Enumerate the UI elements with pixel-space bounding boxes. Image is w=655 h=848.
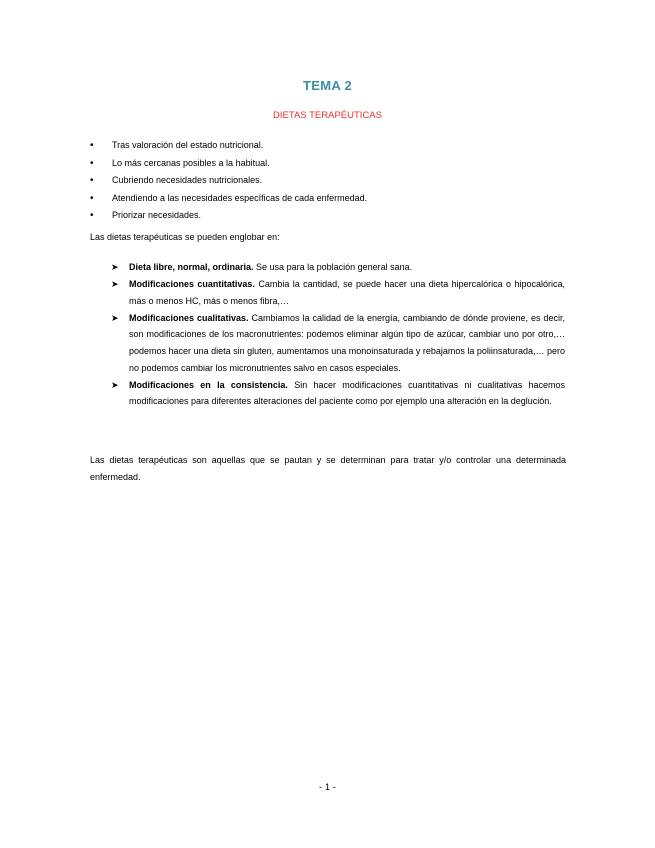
list-item-text: Atendiendo a las necesidades específicas de cada enfermedad. [112, 192, 368, 203]
list-item [111, 276, 565, 309]
list-item [90, 137, 570, 155]
list-item [90, 190, 570, 208]
list-item-text: Priorizar necesidades. [112, 210, 202, 221]
list-item-text: Cubriendo necesidades nutricionales. [112, 175, 263, 186]
page-subtitle: DIETAS TERAPÉUTICAS [273, 110, 382, 121]
list-item [90, 155, 570, 173]
diet-type-description: Sin hacer modificaciones cuantitativas ni cualitativas hacemos modificaciones para diferentes alteraciones del paciente como por ejemplo una alteración en la deglución. [129, 379, 566, 407]
page-title: TEMA 2 [303, 78, 352, 93]
arrow-bullet-icon: ➤ [111, 279, 119, 290]
closing-paragraph: Las dietas terapéuticas son aquellas que se pautan y se determinan para tratar y/o controlar una determinada enfermedad. [90, 455, 566, 482]
list-item [90, 207, 570, 225]
arrow-bullet-icon: ➤ [111, 312, 119, 323]
list-item [90, 172, 570, 190]
principles-list [90, 137, 570, 225]
diet-type-term: Modificaciones en la consistencia. [129, 379, 288, 390]
list-item [111, 377, 565, 410]
diet-type-term: Dieta libre, normal, ordinaria. [129, 262, 254, 272]
bullet-icon: • [90, 175, 94, 187]
diet-type-description: Cambiamos la calidad de la energía, cambiando de dónde proviene, es decir, son modificaciones de los macronutrientes: podemos eliminar algún tipo de azúcar, cambiar uno por otro,… podemos hacer una dieta sin gluten, aumentamos una monoinsaturada y rebajamos la poliinsaturada,… pero no podemos cambiar los micronutrientes salvo en casos especiales. [129, 312, 565, 373]
diet-type-description: Cambia la cantidad, se puede hacer una dieta hipercalórica o hipocalórica, más o menos HC, más o menos fibra,… [129, 279, 565, 306]
intro-paragraph: Las dietas terapéuticas se pueden englobar en: [90, 232, 280, 242]
bullet-icon: • [90, 157, 94, 169]
diet-type-term: Modificaciones cuantitativas. [129, 279, 255, 290]
bullet-icon: • [90, 140, 94, 151]
list-item-text: Lo más cercanas posibles a la habitual. [112, 157, 270, 168]
diet-type-term: Modificaciones cualitativas. [129, 312, 249, 323]
diet-type-description: Se usa para la población general sana. [253, 262, 413, 272]
bullet-icon: • [90, 192, 94, 204]
arrow-bullet-icon: ➤ [111, 262, 119, 272]
bullet-icon: • [90, 210, 94, 222]
list-item [111, 259, 565, 276]
diet-types-list [111, 259, 565, 410]
arrow-bullet-icon: ➤ [111, 379, 119, 390]
page-number: - 1 - [319, 782, 336, 793]
list-item-text: Tras valoración del estado nutricional. [112, 140, 264, 150]
list-item [111, 310, 565, 376]
